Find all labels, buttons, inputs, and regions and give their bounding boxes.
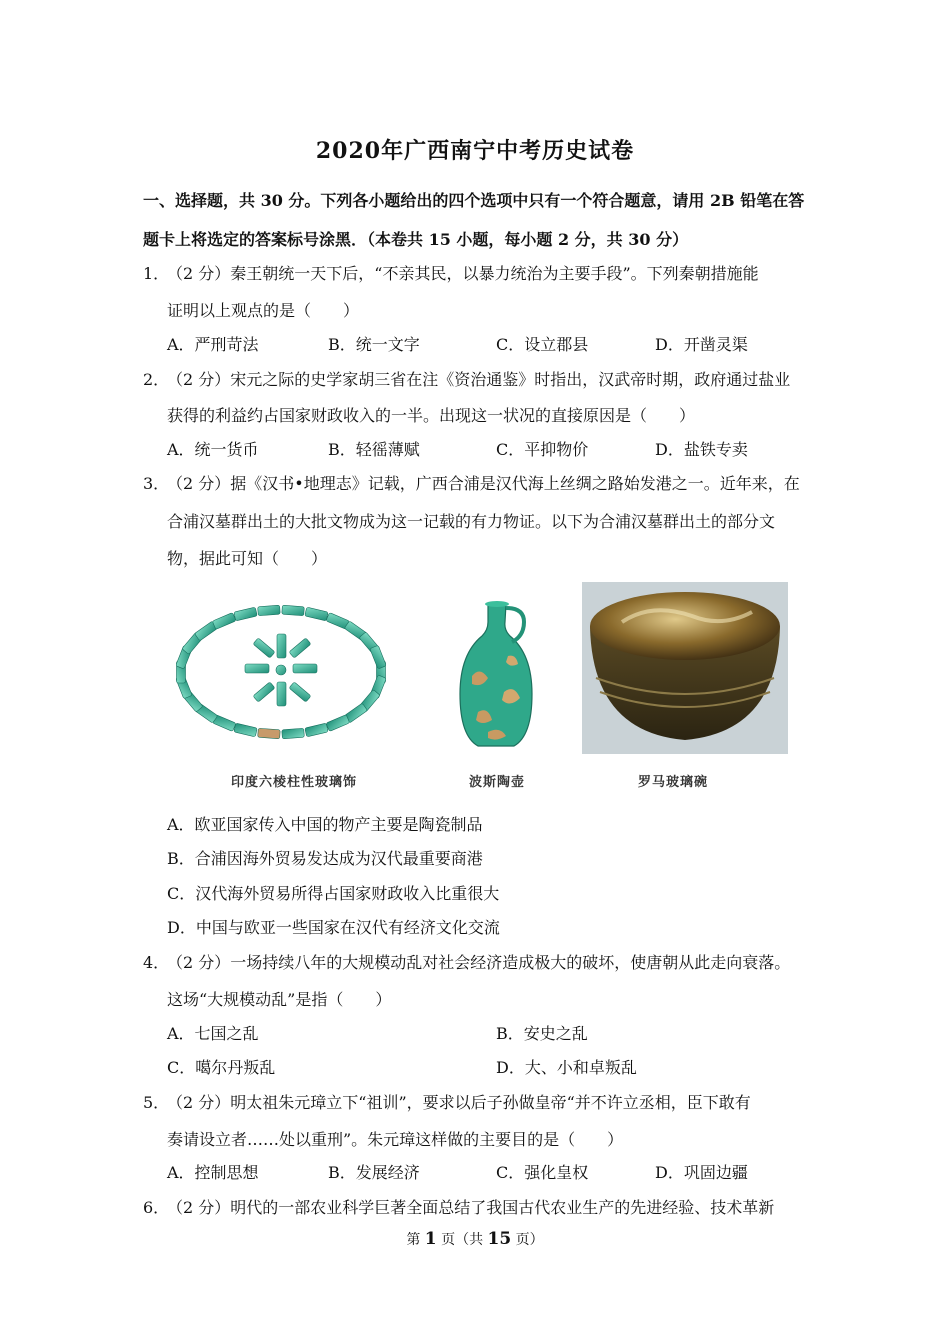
q3-option-d[interactable]: D．中国与欧亚一些国家在汉代有经济文化交流	[167, 918, 500, 937]
question-5: 5．（2 分）明太祖朱元璋立下“祖训”，要求以后子孙做皇帝“并不许立丞相，臣下敢有	[143, 1093, 751, 1112]
persian-jug-image	[448, 596, 544, 756]
q2-option-a[interactable]: A．统一货币	[167, 440, 259, 459]
question-3-line3: 物，据此可知（ ）	[167, 549, 328, 568]
question-2: 2．（2 分）宋元之际的史学家胡三省在注《资治通鉴》时指出，汉武帝时期，政府通过盐业	[143, 370, 791, 389]
q5-option-a[interactable]: A．控制思想	[167, 1163, 259, 1182]
glass-beads-image	[173, 592, 419, 752]
question-4-line2: 这场“大规模动乱”是指（ ）	[167, 990, 392, 1009]
q4-option-a[interactable]: A．七国之乱	[167, 1024, 259, 1043]
question-1: 1．（2 分）秦王朝统一天下后，“不亲其民，以暴力统治为主要手段”。下列秦朝措施能	[143, 264, 759, 283]
question-6: 6．（2 分）明代的一部农业科学巨著全面总结了我国古代农业生产的先进经验、技术革新	[143, 1198, 775, 1217]
q4-option-c[interactable]: C．噶尔丹叛乱	[167, 1058, 276, 1077]
page-total: 15	[487, 1229, 512, 1249]
question-5-line2: 奏请设立者……处以重刑”。朱元璋这样做的主要目的是（ ）	[167, 1130, 624, 1149]
page-title: 2020年广西南宁中考历史试卷	[315, 138, 635, 164]
caption-glass-beads: 印度六棱柱性玻璃饰	[231, 775, 358, 790]
question-3: 3．（2 分）据《汉书•地理志》记载，广西合浦是汉代海上丝绸之路始发港之一。近年来，在	[143, 474, 800, 493]
page-number: 1	[424, 1229, 437, 1249]
q2-option-c[interactable]: C．平抑物价	[496, 440, 589, 459]
q3-option-a[interactable]: A．欧亚国家传入中国的物产主要是陶瓷制品	[167, 815, 483, 834]
q1-option-d[interactable]: D．开凿灵渠	[655, 335, 748, 354]
caption-persian-jug: 波斯陶壶	[469, 775, 526, 790]
section-instructions-line1: 一、选择题，共 30 分。下列各小题给出的四个选项中只有一个符合题意，请用 2B 铅笔在答	[143, 191, 805, 210]
q1-option-c[interactable]: C．设立郡县	[496, 335, 589, 354]
question-4: 4．（2 分）一场持续八年的大规模动乱对社会经济造成极大的破坏，使唐朝从此走向衰落。	[143, 953, 791, 972]
q3-option-c[interactable]: C．汉代海外贸易所得占国家财政收入比重很大	[167, 884, 500, 903]
section-instructions-line2: 题卡上将选定的答案标号涂黑．（本卷共 15 小题，每小题 2 分，共 30 分）	[143, 230, 689, 249]
q1-option-a[interactable]: A．严刑苛法	[167, 335, 259, 354]
caption-roman-bowl: 罗马玻璃碗	[638, 775, 709, 790]
q1-option-b[interactable]: B．统一文字	[328, 335, 420, 354]
q2-option-b[interactable]: B．轻徭薄赋	[328, 440, 420, 459]
question-2-line2: 获得的利益约占国家财政收入的一半。出现这一状况的直接原因是（ ）	[167, 406, 696, 425]
q5-option-c[interactable]: C．强化皇权	[496, 1163, 589, 1182]
q4-option-b[interactable]: B．安史之乱	[496, 1024, 588, 1043]
q2-option-d[interactable]: D．盐铁专卖	[655, 440, 748, 459]
question-1-line2: 证明以上观点的是（ ）	[167, 301, 360, 320]
q5-option-b[interactable]: B．发展经济	[328, 1163, 420, 1182]
question-3-line2: 合浦汉墓群出土的大批文物成为这一记载的有力物证。以下为合浦汉墓群出土的部分文	[167, 512, 776, 531]
q3-option-b[interactable]: B．合浦因海外贸易发达成为汉代最重要商港	[167, 849, 483, 868]
q5-option-d[interactable]: D．巩固边疆	[655, 1163, 748, 1182]
page-footer: 第 1 页（共 15 页）	[406, 1229, 544, 1249]
q4-option-d[interactable]: D．大、小和卓叛乱	[496, 1058, 637, 1077]
roman-glass-bowl-image	[582, 582, 788, 754]
